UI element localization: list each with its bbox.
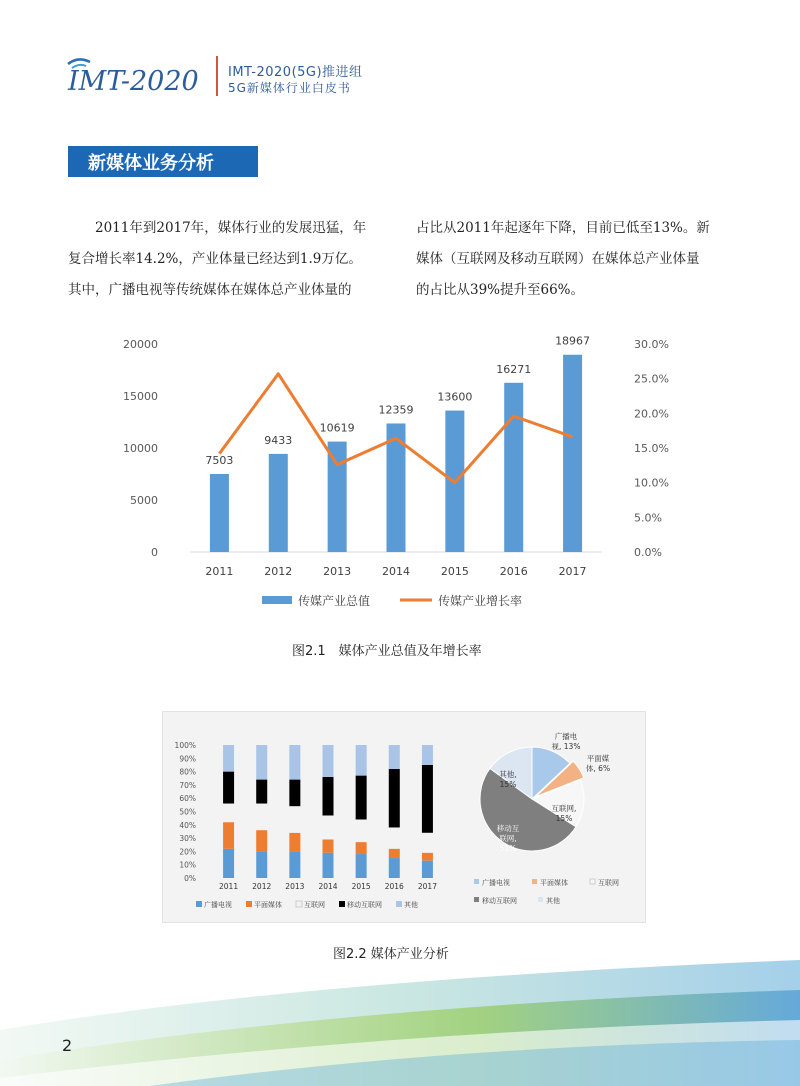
stacked-bar-segment (323, 839, 334, 852)
stacked-bar-segment (323, 853, 334, 878)
pie-legend-swatch (474, 897, 479, 902)
x-tick-label: 2014 (318, 882, 338, 891)
y-tick-label: 15000 (123, 390, 158, 403)
pie-slice-label: 15% (555, 814, 573, 823)
bar-data-label: 18967 (555, 334, 591, 348)
y-tick-label: 0 (151, 546, 158, 559)
y-tick-label: 90% (179, 754, 196, 764)
pie-legend-swatch (532, 879, 537, 884)
stacked-bar-segment (356, 745, 367, 776)
y-tick-label: 50% (179, 807, 196, 817)
stacked-bar-segment (389, 745, 400, 769)
y2-tick-label: 20.0% (634, 407, 669, 421)
pie-slice-label: 15% (499, 780, 517, 789)
pie-slice-label: 平面媒 (586, 754, 610, 763)
stacked-bar-segment (289, 806, 300, 833)
body-line: 其中，广播电视等传统媒体在媒体总产业体量的 (68, 282, 352, 298)
y2-tick-label: 15.0% (634, 442, 669, 455)
pie-legend-label: 平面媒体 (540, 879, 568, 887)
header-divider (216, 56, 218, 96)
body-line: 的占比从39%提升至66%。 (416, 282, 585, 298)
x-tick-label: 2013 (285, 882, 305, 891)
logo-text: IMT-2020 (68, 66, 199, 97)
stacked-bar-segment (356, 842, 367, 854)
stacked-bar-segment (422, 745, 433, 765)
y-tick-label: 10000 (123, 442, 158, 455)
y-tick-label: 5000 (130, 494, 158, 507)
legend-label: 广播电视 (204, 901, 232, 909)
bar-media-value (269, 454, 288, 552)
pie-slice-label: 体, 6% (585, 764, 611, 773)
section-title: 新媒体业务分析 (88, 153, 214, 174)
x-tick-label: 2013 (323, 565, 352, 578)
body-line: 媒体（互联网及移动互联网）在媒体总产业体量 (416, 251, 700, 267)
bar-data-label: 10619 (319, 421, 355, 435)
legend-swatch (396, 901, 402, 907)
pie-slice-label: 视, 13% (551, 742, 581, 751)
bar-data-label: 16271 (496, 362, 532, 376)
stacked-bar-segment (422, 765, 433, 833)
bar-media-value (210, 474, 229, 552)
y-tick-label: 10% (179, 860, 196, 870)
stacked-bar-segment (223, 849, 234, 878)
bar-data-label: 13600 (437, 390, 473, 404)
pie-slice-label: 广播电 (554, 732, 578, 741)
x-tick-label: 2012 (264, 565, 293, 578)
y-tick-label: 70% (179, 780, 196, 790)
y2-tick-label: 0.0% (634, 546, 662, 559)
stacked-bar-segment (356, 776, 367, 820)
stacked-bar-segment (256, 745, 267, 780)
y2-tick-label: 30.0% (634, 338, 669, 351)
x-tick-label: 2015 (440, 565, 469, 578)
stacked-bar-segment (223, 772, 234, 804)
legend-swatch (296, 901, 302, 907)
stacked-bar-segment (323, 777, 334, 816)
legend-swatch (196, 901, 202, 907)
legend-label: 其他 (404, 901, 418, 909)
pie-legend-swatch (590, 879, 595, 884)
y2-tick-label: 25.0% (634, 372, 669, 386)
x-tick-label: 2012 (252, 882, 272, 891)
imt-2020-logo (64, 54, 214, 98)
legend-swatch (246, 901, 252, 907)
stacked-bar-segment (256, 780, 267, 804)
stacked-bar-segment (389, 858, 400, 878)
stacked-bar-segment (289, 745, 300, 780)
bar-media-value (563, 355, 582, 552)
stacked-bar-segment (256, 804, 267, 831)
y-tick-label: 80% (179, 767, 196, 777)
stacked-bar-segment (422, 853, 433, 861)
stacked-bar-segment (389, 769, 400, 828)
pie-slice-label: 互联网, (551, 804, 577, 813)
stacked-bar-segment (223, 822, 234, 849)
media-value-growth-chart (100, 322, 700, 622)
stacked-bar-segment (256, 851, 267, 878)
pie-legend-swatch (538, 897, 543, 902)
pie-legend-label: 互联网 (598, 879, 619, 887)
x-tick-label: 2017 (558, 565, 587, 578)
stacked-bar-segment (422, 861, 433, 878)
body-line: 2011年到2017年，媒体行业的发展迅猛，年 (68, 220, 367, 236)
pie-slice-label: 移动互 (496, 824, 520, 833)
y2-tick-label: 10.0% (634, 476, 669, 490)
x-tick-label: 2015 (351, 882, 371, 891)
header-title-line1: IMT-2020(5G)推进组 (228, 65, 363, 80)
legend-label: 互联网 (304, 901, 325, 909)
stacked-bar-segment (356, 819, 367, 842)
y-tick-label: 20000 (123, 338, 158, 351)
bar-media-value (328, 442, 347, 552)
stacked-bar-segment (256, 830, 267, 851)
pie-slice-label: 其他, (499, 770, 517, 779)
decorative-wave-background (0, 960, 800, 1086)
figure1-caption: 图2.1 媒体产业总值及年增长率 (292, 644, 482, 659)
legend-label: 移动互联网 (347, 901, 382, 909)
bar-data-label: 12359 (378, 403, 414, 417)
body-line: 占比从2011年起逐年下降，目前已低至13%。新 (416, 220, 710, 236)
stacked-bar-segment (289, 833, 300, 852)
y-tick-label: 30% (179, 834, 196, 844)
x-tick-label: 2014 (382, 565, 410, 578)
x-tick-label: 2011 (205, 565, 234, 578)
header-title-line2: 5G新媒体行业白皮书 (228, 81, 351, 95)
y-tick-label: 20% (179, 847, 196, 857)
stacked-bar-segment (422, 833, 433, 853)
y-tick-label: 0% (184, 874, 196, 883)
body-paragraph-right (416, 213, 741, 306)
body-line: 复合增长率14.2%，产业体量已经达到1.9万亿。 (68, 251, 362, 267)
x-tick-label: 2016 (499, 565, 528, 578)
stacked-bar-segment (389, 827, 400, 848)
legend-label: 传媒产业总值 (298, 594, 371, 608)
pie-legend-label: 移动互联网 (482, 897, 517, 905)
legend-label: 传媒产业增长率 (438, 594, 523, 608)
stacked-bar-segment (223, 804, 234, 823)
y2-tick-label: 5.0% (634, 511, 662, 525)
bar-data-label: 9433 (264, 433, 293, 447)
pie-slice-label: 联网, (499, 834, 517, 843)
bar-media-value (504, 383, 523, 552)
page-number: 2 (62, 1036, 73, 1055)
stacked-bar-segment (223, 745, 234, 772)
y-tick-label: 100% (174, 741, 196, 750)
x-tick-label: 2011 (219, 882, 239, 891)
x-tick-label: 2017 (417, 882, 437, 891)
stacked-bar-segment (289, 780, 300, 807)
figure2-caption: 图2.2 媒体产业分析 (333, 947, 449, 962)
stacked-bar-segment (356, 854, 367, 878)
legend-swatch-bar (262, 596, 292, 604)
stacked-bar-segment (323, 745, 334, 777)
body-paragraph-left (68, 213, 388, 306)
x-tick-label: 2016 (384, 882, 404, 891)
y-tick-label: 40% (179, 820, 196, 830)
stacked-bar-segment (323, 815, 334, 839)
bar-data-label: 7503 (205, 453, 234, 467)
y-tick-label: 60% (179, 794, 196, 804)
stacked-bar-segment (389, 849, 400, 858)
pie-legend-label: 其他 (546, 897, 560, 905)
media-share-analysis-chart (162, 711, 644, 921)
stacked-bar-segment (289, 851, 300, 878)
pie-legend-label: 广播电视 (482, 879, 510, 887)
pie-slice-label: 51% (499, 844, 517, 853)
legend-swatch (339, 901, 345, 907)
legend-label: 平面媒体 (254, 901, 282, 909)
pie-legend-swatch (474, 879, 479, 884)
